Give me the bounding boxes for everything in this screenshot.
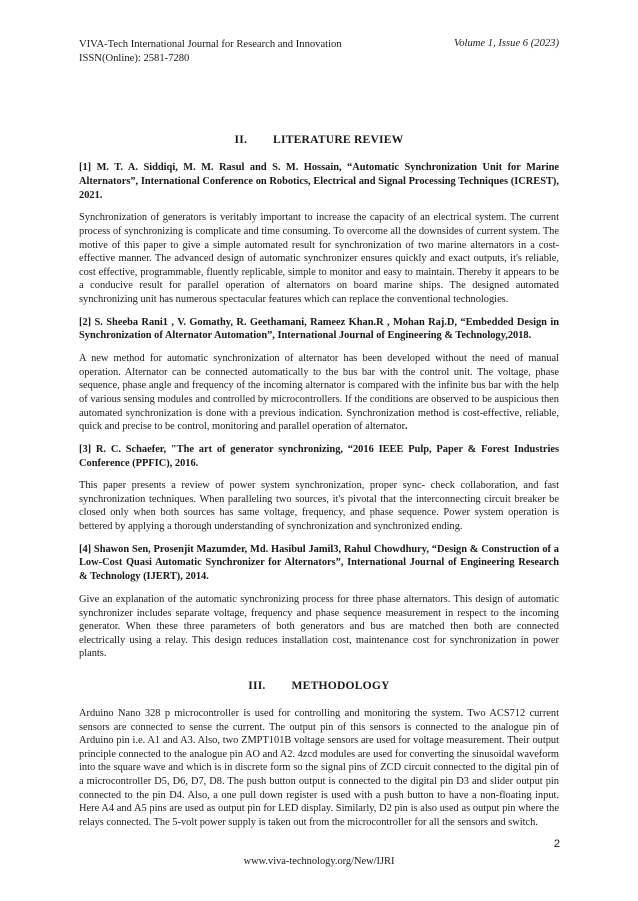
footer-url: www.viva-technology.org/New/IJRI: [243, 856, 395, 867]
main-content: [79, 133, 559, 838]
section-title: LITERATURE REVIEW: [273, 133, 404, 146]
section-title: METHODOLOGY: [291, 679, 390, 693]
reference-summary-1: Synchronization of generators is veritably important to increase the capacity of an electrical system. The current process of synchronizing is complicate and time consuming. To overcome all the downsides of current system. The motive of this paper to give a simple automated result for synchronization of two marine alternators in a cost-effective manner. The advanced design of automatic synchronizer ensures quickly and exact outputs, it's reliable, cost effective, programmable, fluently replicable, simple to monitor and easy to maintain. Thereby it appears to be a conducive result for parallel operation of alternators on board marine ships. The designed automated synchronizing unit has numerous spectacular features which can replace the conventional technologies.: [79, 212, 559, 305]
reference-summary-4: Give an explanation of the automatic synchronizing process for three phase alternators. This design of automatic synchronizer includes separate voltage, frequency and phase sequence measurement in respect to the incoming generator. When these three parameters of both generators and bus are matched then both are connected electrically using a relay. This design reduces installation cost, maintenance cost for synchronization in power plants.: [79, 594, 559, 660]
reference-citation-4: [4] Shawon Sen, Prosenjit Mazumder, Md. Hasibul Jamil3, Rahul Chowdhury, “Design & Construction of a Low-Cost Quasi Automatic Synchronizer for Alternators”, International Journal of Engineering Research & Technology (IJERT), 2014.: [79, 543, 559, 583]
page-number: 2: [553, 838, 560, 850]
section-heading-methodology: [79, 679, 559, 692]
reference-citation-2: [2] S. Sheeba Rani1 , V. Gomathy, R. Geethamani, Rameez Khan.R , Mohan Raj.D, “Embedded Design in Synchronization of Alternator Automation”, International Journal of Engineering & Technology,2018.: [79, 316, 559, 342]
volume-issue: Volume 1, Issue 6 (2023): [453, 38, 559, 49]
section-heading-literature-review: [79, 133, 559, 146]
journal-issn: ISSN(Online): 2581-7280: [79, 52, 190, 64]
reference-citation-1: [1] M. T. A. Siddiqi, M. M. Rasul and S. M. Hossain, “Automatic Synchronization Unit for Marine Alternators”, International Conference on Robotics, Electrical and Signal Processing Techniques (ICREST), 2021.: [79, 162, 559, 201]
methodology-paragraph: Arduino Nano 328 p microcontroller is used for controlling and monitoring the system. Two ACS712 current sensors are connected to sense the current. The output pin of this sensors is connected to the analogue pin of Arduino pin i.e. A1 and A3. Also, two ZMPT101B voltage sensors are used for voltage measurement. Their output principle connected to the analogue pin AO and A2. 4zcd modules are used for converting the sinusoidal waveform into the square wave and which is in discrete form so the signal pins of ZCD circuit connected to the digital pin of a microcontroller D5, D6, D7, D8. The push button output is connected to the digital pin D3 and slider output pin connected to the pin D4. Also, a one pull down register is used with a push button to have a non-floating input. Here A4 and A5 pins are used as output pin for LED display. Similarly, D2 pin is also used as output pin where the relays connected. The 5-volt power supply is taken out from the microcontroller for all the sensors and switch.: [79, 708, 559, 828]
journal-name: VIVA-Tech International Journal for Research and Innovation: [79, 39, 342, 50]
journal-header: [79, 38, 342, 65]
section-number: III.: [248, 679, 266, 693]
reference-summary-2: A new method for automatic synchronization of alternator has been developed without the need of manual operation. Alternator can be connected automatically to the bus bar with the control unit. The voltage, phase sequence, phase angle and frequency of the incoming alternator is compared with the infinite bus bar with the help of various sensing modules and controlled by microcontrollers. If the conditions are observed to be auspicious then automated synchronization is done with a previous indication. Synchronization method is cost-effective, reliable, quick and precise to be control, monitoring and parallel operation of alternator.: [79, 353, 559, 433]
reference-summary-3: This paper presents a review of power system synchronization, proper sync- check collaboration, and fast synchronization techniques. When paralleling two sources, it's pivotal that the interconnecting circuit breaker be closed only when both sources has same voltage, frequency, and phase sequence. Power system operation is bettered by applying a thorough understanding of synchronization and synchronized ending.: [79, 480, 559, 533]
reference-citation-3: [3] R. C. Schaefer, "The art of generator synchronizing, “2016 IEEE Pulp, Paper & Forest Industries Conference (PPFIC), 2016.: [79, 443, 559, 469]
section-number: II.: [234, 133, 248, 146]
